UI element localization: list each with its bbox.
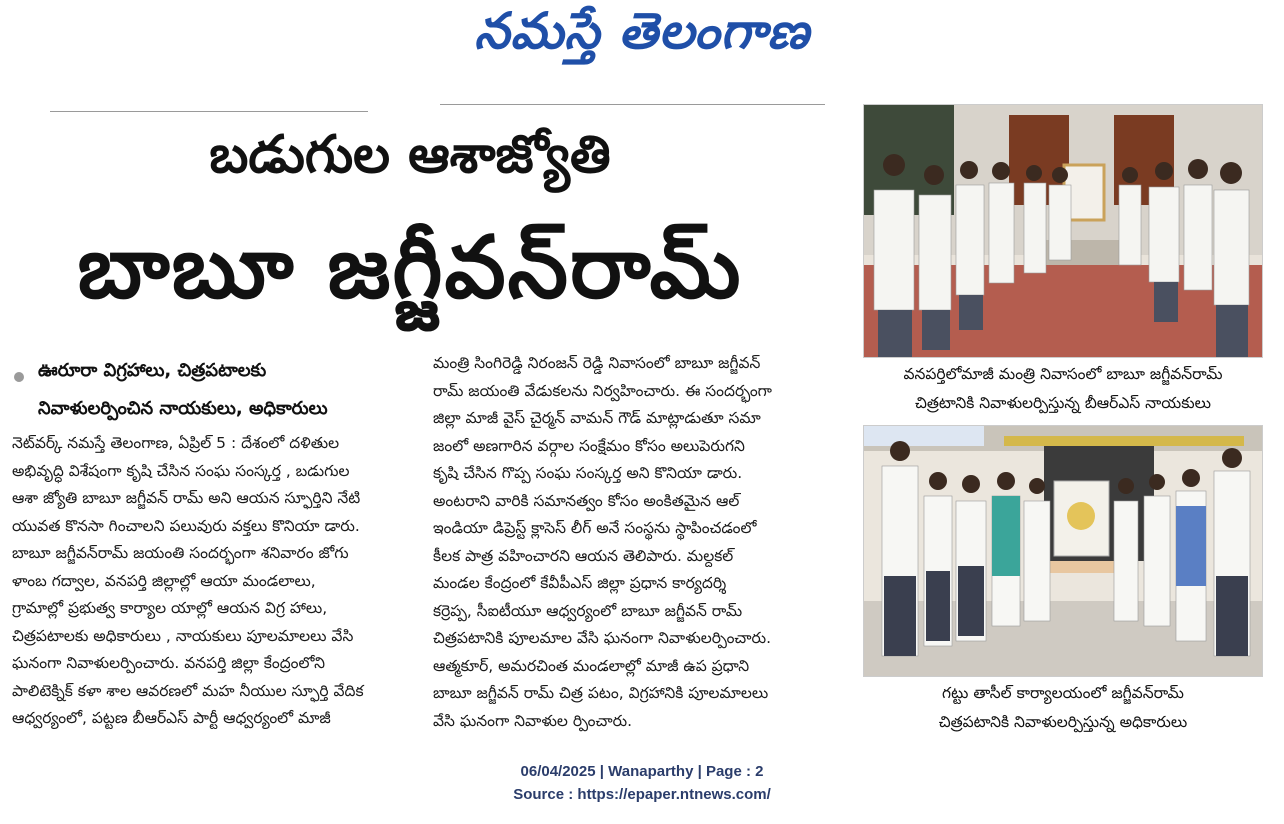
text-line: బాబూ జగ్జీవన్‌రామ్ జయంతి సందర్భంగా శనివారం జోగు	[12, 544, 349, 562]
text-line: అభివృద్ధి విశేషంగా కృషి చేసిన సంఘ సంస్కర్త , బడుగుల	[12, 461, 350, 480]
text-line: బాబూ జగ్జీవన్ రామ్ చిత్ర పటం, విగ్రహానికి పూలమాలలు	[433, 684, 769, 702]
photo-officials-illustration	[864, 426, 1262, 676]
text-line: ఇండియా డిప్రెస్ట్ క్లాసెస్ లీగ్ అనే సంస్థను స్థాపించడంలో	[433, 519, 757, 537]
text-line: మండల కేంద్రంలో కేవీపీఎస్ జిల్లా ప్రధాన కార్యదర్శి	[433, 574, 727, 592]
text-line: నెట్‌వర్క్ నమస్తే తెలంగాణ, ఏప్రిల్ 5 : దేశంలో దళితుల	[12, 434, 340, 452]
top-rule-left	[50, 111, 368, 112]
text-line: వేసి ఘనంగా నివాళుల ర్పించారు.	[433, 711, 633, 730]
masthead-logo: నమస్తే తెలంగాణ	[474, 2, 810, 60]
text-line: చిత్రపటానికి పూలమాల వేసి ఘనంగా నివాళులర్పించారు.	[433, 629, 772, 647]
top-rule-right	[440, 104, 825, 105]
photo-leaders-illustration	[864, 105, 1262, 357]
text-line: ఆధ్వర్యంలో, పట్టణ బీఆర్‌ఎస్ పార్టీ ఆధ్వర్యంలో మాజీ	[12, 709, 331, 727]
text-line: ఘనంగా నివాళులర్పించారు. వనపర్తి జిల్లా కేంద్రంలోని	[12, 654, 325, 672]
text-line: గ్రామాల్లో ప్రభుత్వ కార్యాల యాల్లో ఆయన విగ్ర హాలు,	[12, 599, 328, 617]
caption-line: చిత్రటానికి నివాళులర్పిస్తున్న బీఆర్‌ఎస్ నాయకులు	[914, 394, 1212, 412]
text-line: జంలో అణగారిన వర్గాల సంక్షేమం కోసం అలుపెరుగని	[433, 436, 745, 455]
headline-line1: బడుగుల ఆశాజ్యోతి	[209, 125, 611, 185]
text-line: జిల్లా మాజీ వైస్ చైర్మన్ వామన్ గౌడ్ మాట్లాడుతూ సమా	[433, 409, 761, 427]
photo2-caption	[863, 679, 1263, 737]
text-line: చిత్రపటాలకు అధికారులు , నాయకులు పూలమాలలు వేసి	[12, 626, 354, 645]
text-line: కీలక పాత్ర వహించారని ఆయన తెలిపారు. మల్దకల్	[433, 546, 734, 565]
caption-line: చిత్రపటానికి నివాళులర్పిస్తున్న అధికారులు	[938, 713, 1188, 731]
photo-officials-tribute	[863, 425, 1263, 677]
subhead-line2: నివాళులర్పించిన నాయకులు, అధికారులు	[38, 398, 328, 419]
text-line: మంత్రి సింగిరెడ్డి నిరంజన్ రెడ్డి నివాసంలో బాబూ జగ్జీవన్	[433, 354, 761, 372]
text-line: పాలిటెక్నిక్ కళా శాల ఆవరణలో మహ నీయుల స్ఫూర్తి వేదిక	[12, 681, 364, 700]
text-line: రామ్ జయంతి వేడుకలను నిర్వహించారు. ఈ సందర్భంగా	[433, 381, 772, 400]
subhead-line1: ఊరూరా విగ్రహాలు, చిత్రపటాలకు	[38, 360, 267, 381]
text-line: ఆశా జ్యోతి బాబూ జగ్జీవన్ రామ్ అని ఆయన స్ఫూర్తిని నేటి	[12, 489, 361, 507]
photo1-caption	[863, 360, 1263, 418]
text-line: అంటరాని వారికి సమానత్వం కోసం అంకితమైన ఆల్	[433, 491, 740, 510]
caption-line: గట్టు తాసీల్ కార్యాలయంలో జగ్జీవన్‌రామ్	[942, 684, 1184, 702]
footer-date-edition: 06/04/2025 | Wanaparthy | Page : 2	[520, 763, 764, 780]
text-line: కృషి చేసిన గొప్ప సంఘ సంస్కర్త అని కొనియా డారు.	[433, 464, 743, 482]
text-line: కర్రెప్ప, సీఐటీయూ ఆధ్వర్యంలో బాబూ జగ్జీవన్ రామ్	[433, 601, 743, 620]
footer-source-link[interactable]: Source : https://epaper.ntnews.com/	[513, 786, 771, 803]
article-column-2	[433, 350, 843, 745]
text-line: ఆత్మకూర్, అమరచింత మండలాల్లో మాజీ ఉప ప్రధాని	[433, 656, 750, 675]
bullet-icon	[14, 372, 24, 382]
text-line: ళాంబ గద్వాల, వనపర్తి జిల్లాల్లో ఆయా మండలాలు,	[12, 571, 316, 590]
headline-line2: బాబూ జగ్జీవన్‌రామ్	[77, 218, 743, 318]
caption-line: వనపర్తిలోమాజీ మంత్రి నివాసంలో బాబూ జగ్జీవన్‌రామ్	[903, 365, 1223, 383]
text-line: యువత కొనసా గించాలని పలువురు వక్తలు కొనియా డారు.	[12, 516, 360, 535]
article-column-1	[12, 430, 420, 740]
photo-leaders-tribute	[863, 104, 1263, 358]
